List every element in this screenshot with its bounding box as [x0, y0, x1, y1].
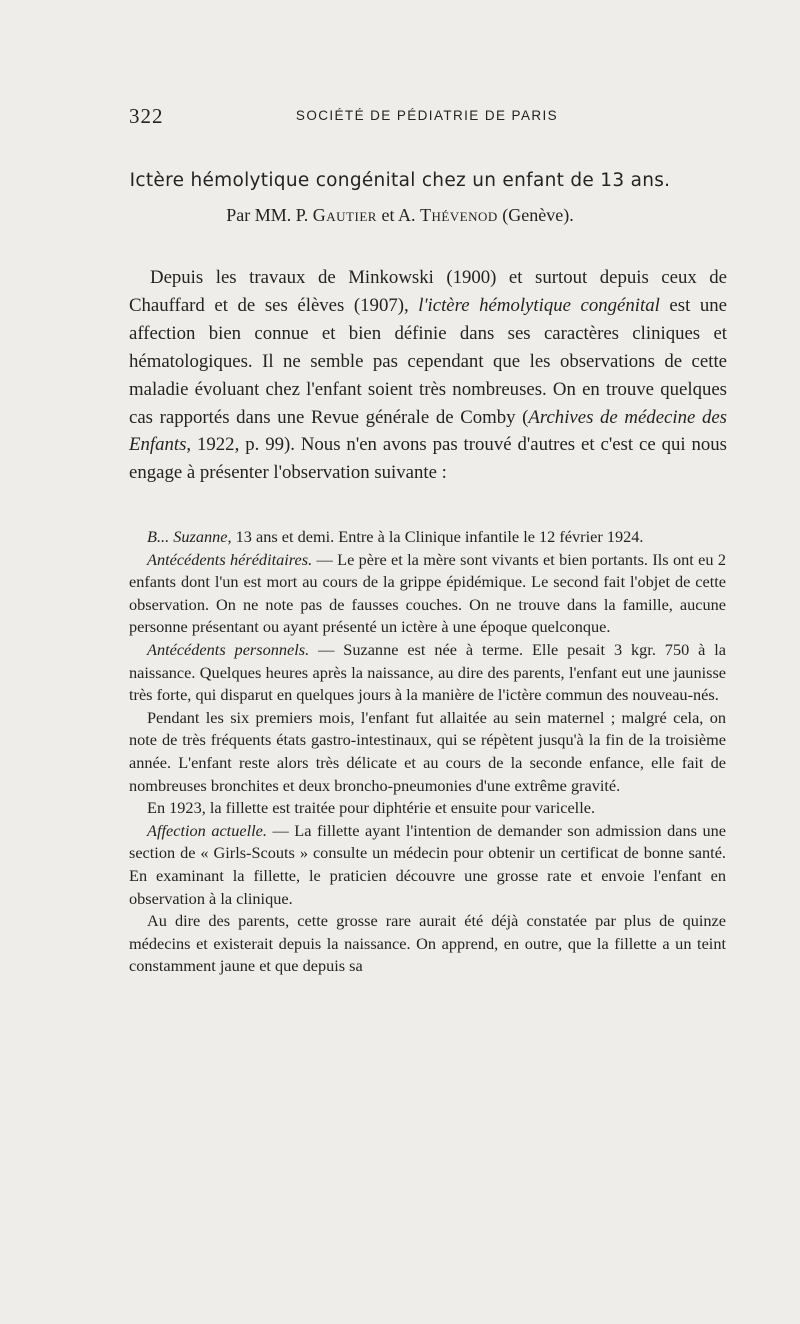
- patient-name: B... Suzanne: [147, 527, 228, 546]
- authors-mid: et A.: [376, 205, 420, 225]
- observation-current: [129, 820, 726, 910]
- author-gautier: Gautier: [312, 205, 377, 225]
- intro-text-c: , 1922, p. 99). Nous n'en avons pas trouvé d'autres et c'est ce qui nous engage à présenter l'observation suivante :: [129, 434, 727, 484]
- current-text: — La fillette ayant l'intention de demander son admission dans une section de « Girls-Scouts » consulte un médecin pour obtenir un certificat de bonne santé. En examinant la fillette, le praticien découvre une grosse rate et envoie l'enfant en observation à la clinique.: [129, 820, 726, 908]
- intro-section: [129, 264, 727, 487]
- intro-paragraph: [129, 264, 727, 487]
- intro-text-a: Depuis les travaux de Minkowski (1900) et surtout depuis ceux de Chauffard et de ses élèves (1907),: [129, 267, 727, 316]
- hereditary-heading: Antécédents héréditaires.: [147, 549, 313, 569]
- observation-1923: En 1923, la fillette est traitée pour diphtérie et ensuite pour varicelle.: [147, 798, 596, 818]
- article-authors: [100, 205, 700, 226]
- hereditary-text: — Le père et la mère sont vivants et bien portants. Ils ont eu 2 enfants dont l'un est mort au cours de la grippe épidémique. Le second fait l'objet de cette observation. On ne note pas de fausses couches. On ne trouve dans la famille, aucune personne présentant ou ayant présenté un ictère à une époque quelconque.: [129, 549, 726, 637]
- running-head: SOCIÉTÉ DE PÉDIATRIE DE PARIS: [295, 108, 559, 123]
- observation-parents: Au dire des parents, cette grosse rare aurait été déjà constatée par plus de quinze médecins et existerait depuis la naissance. On apprend, en outre, que la fillette a un teint constamment jaune et que depuis sa: [129, 911, 726, 976]
- intro-emphasis-a: l'ictère hémolytique congénital: [418, 294, 660, 316]
- author-thevenod: Thévenod: [419, 205, 498, 225]
- intro-text-b: est une affection bien connue et bien définie dans ses caractères cliniques et hématologiques. Il ne semble pas cependant que les observations de cette maladie évoluant chez l'enfant soient très nombreuses. On en trouve quelques cas rapportés dans une Revue générale de Comby (: [129, 294, 727, 428]
- patient-entry: , 13 ans et demi. Entre à la Clinique infantile le 12 février 1924.: [227, 527, 644, 546]
- observation-section: [129, 526, 726, 978]
- article-title: Ictère hémolytique congénital chez un enfant de 13 ans.: [129, 170, 671, 191]
- page-number: 322: [129, 104, 164, 128]
- personal-text: — Suzanne est née à terme. Elle pesait 3 kgr. 750 à la naissance. Quelques heures après la naissance, au dire des parents, l'enfant eut une jaunisse très forte, qui disparut en quelques jours à la manière de l'ictère commun des nouveau-nés.: [129, 639, 727, 705]
- authors-prefix: Par MM. P.: [226, 205, 313, 225]
- observation-patient: [129, 526, 726, 549]
- page-header: [129, 104, 725, 128]
- observation-hereditary: [129, 549, 726, 639]
- observation-personal: [129, 639, 726, 707]
- observation-infancy: Pendant les six premiers mois, l'enfant fut allaitée au sein maternel ; malgré cela, on note de très fréquents états gastro-intestinaux, qui se répètent jusqu'à la fin de la troisième année. L'enfant reste alors très délicate et au cours de la seconde enfance, elle fait de nombreuses bronchites et deux broncho-pneumonies d'une extrême gravité.: [129, 707, 726, 795]
- current-heading: Affection actuelle.: [147, 820, 267, 840]
- authors-suffix: (Genève).: [497, 205, 574, 225]
- personal-heading: Antécédents personnels.: [147, 639, 310, 659]
- intro-emphasis-b: Archives de médecine des Enfants: [129, 406, 727, 456]
